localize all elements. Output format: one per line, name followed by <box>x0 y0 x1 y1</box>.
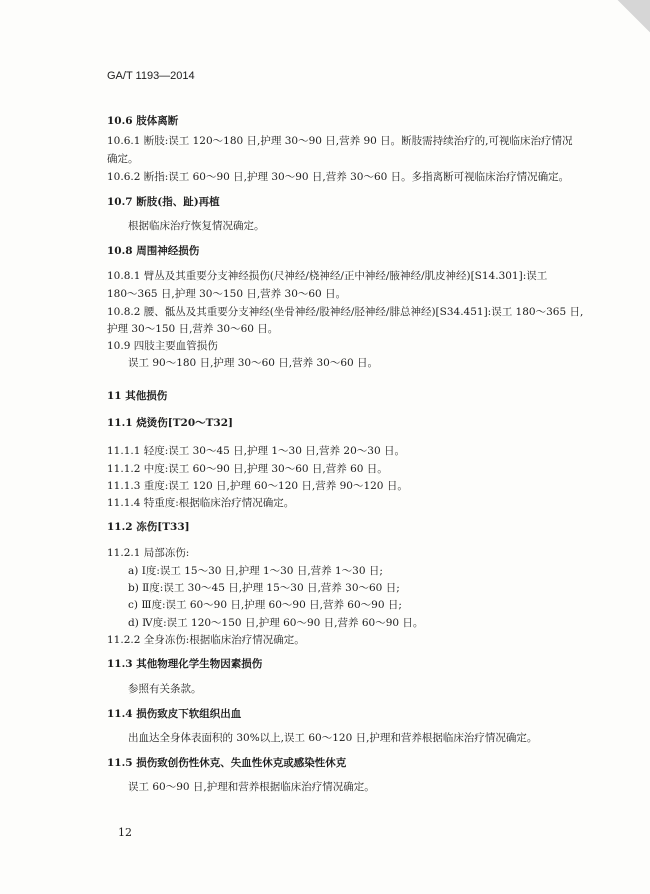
heading-10-7: 10.7 断肢(指、趾)再植 <box>107 196 220 208</box>
list-item-b: b) Ⅱ度:误工 30～45 日,护理 15～30 日,营养 30～60 日; <box>128 582 400 594</box>
clause-10-8-2-cont: 护理 30～150 日,营养 30～60 日。 <box>107 323 279 335</box>
clause-11-4-body: 出血达全身体表面积的 30%以上,误工 60～120 日,护理和营养根据临床治疗情况确定。 <box>128 732 538 744</box>
heading-10-6: 10.6 肢体离断 <box>107 115 179 127</box>
list-item-a: a) Ⅰ度:误工 15～30 日,护理 1～30 日,营养 1～30 日; <box>128 565 383 577</box>
clause-10-8-2: 10.8.2 腰、骶丛及其重要分支神经(坐骨神经/股神经/胫神经/腓总神经)[S34.451]:误工 180～365 日, <box>107 306 584 318</box>
clause-11-1-2: 11.1.2 中度:误工 60～90 日,护理 30～60 日,营养 60 日。 <box>107 463 388 475</box>
heading-11-1: 11.1 烧烫伤[T20～T32] <box>107 417 234 429</box>
page-corner-shadow <box>610 0 650 40</box>
clause-10-7-body: 根据临床治疗恢复情况确定。 <box>128 220 265 232</box>
heading-10-8: 10.8 周围神经损伤 <box>107 245 200 257</box>
clause-10-6-1: 10.6.1 断肢:误工 120～180 日,护理 30～90 日,营养 90 日。断肢需持续治疗的,可视临床治疗情况 <box>107 135 573 147</box>
clause-11-2-1: 11.2.1 局部冻伤: <box>107 547 190 559</box>
list-item-c: c) Ⅲ度:误工 60～90 日,护理 60～90 日,营养 60～90 日; <box>128 599 402 611</box>
clause-10-9-body: 误工 90～180 日,护理 30～60 日,营养 30～60 日。 <box>128 357 379 369</box>
heading-11-5: 11.5 损伤致创伤性休克、失血性休克或感染性休克 <box>107 757 347 769</box>
clause-11-3-body: 参照有关条款。 <box>128 683 202 695</box>
heading-11-2: 11.2 冻伤[T33] <box>107 521 190 533</box>
heading-11: 11 其他损伤 <box>107 390 168 402</box>
heading-11-4: 11.4 损伤致皮下软组织出血 <box>107 708 242 720</box>
clause-10-6-1-cont: 确定。 <box>107 153 139 165</box>
page-number: 12 <box>118 826 132 839</box>
heading-11-3: 11.3 其他物理化学生物因素损伤 <box>107 658 263 670</box>
clause-11-1-4: 11.1.4 特重度:根据临床治疗情况确定。 <box>107 497 295 509</box>
clause-11-1-1: 11.1.1 轻度:误工 30～45 日,护理 1～30 日,营养 20～30 日。 <box>107 445 405 457</box>
heading-10-9: 10.9 四肢主要血管损伤 <box>107 340 218 352</box>
clause-11-1-3: 11.1.3 重度:误工 120 日,护理 60～120 日,营养 90～120 日。 <box>107 480 408 492</box>
clause-11-5-body: 误工 60～90 日,护理和营养根据临床治疗情况确定。 <box>128 781 375 793</box>
clause-11-2-2: 11.2.2 全身冻伤:根据临床治疗情况确定。 <box>107 634 305 646</box>
clause-10-8-1: 10.8.1 臂丛及其重要分支神经损伤(尺神经/桡神经/正中神经/腋神经/肌皮神经)[S14.301]:误工 <box>107 270 548 282</box>
clause-10-8-1-cont: 180～365 日,护理 30～150 日,营养 30～60 日。 <box>107 288 347 300</box>
clause-10-6-2: 10.6.2 断指:误工 60～90 日,护理 30～90 日,营养 30～60 日。多指离断可视临床治疗情况确定。 <box>107 171 570 183</box>
list-item-d: d) Ⅳ度:误工 120～150 日,护理 60～90 日,营养 60～90 日。 <box>128 617 424 629</box>
standard-header: GA/T 1193—2014 <box>107 70 195 82</box>
